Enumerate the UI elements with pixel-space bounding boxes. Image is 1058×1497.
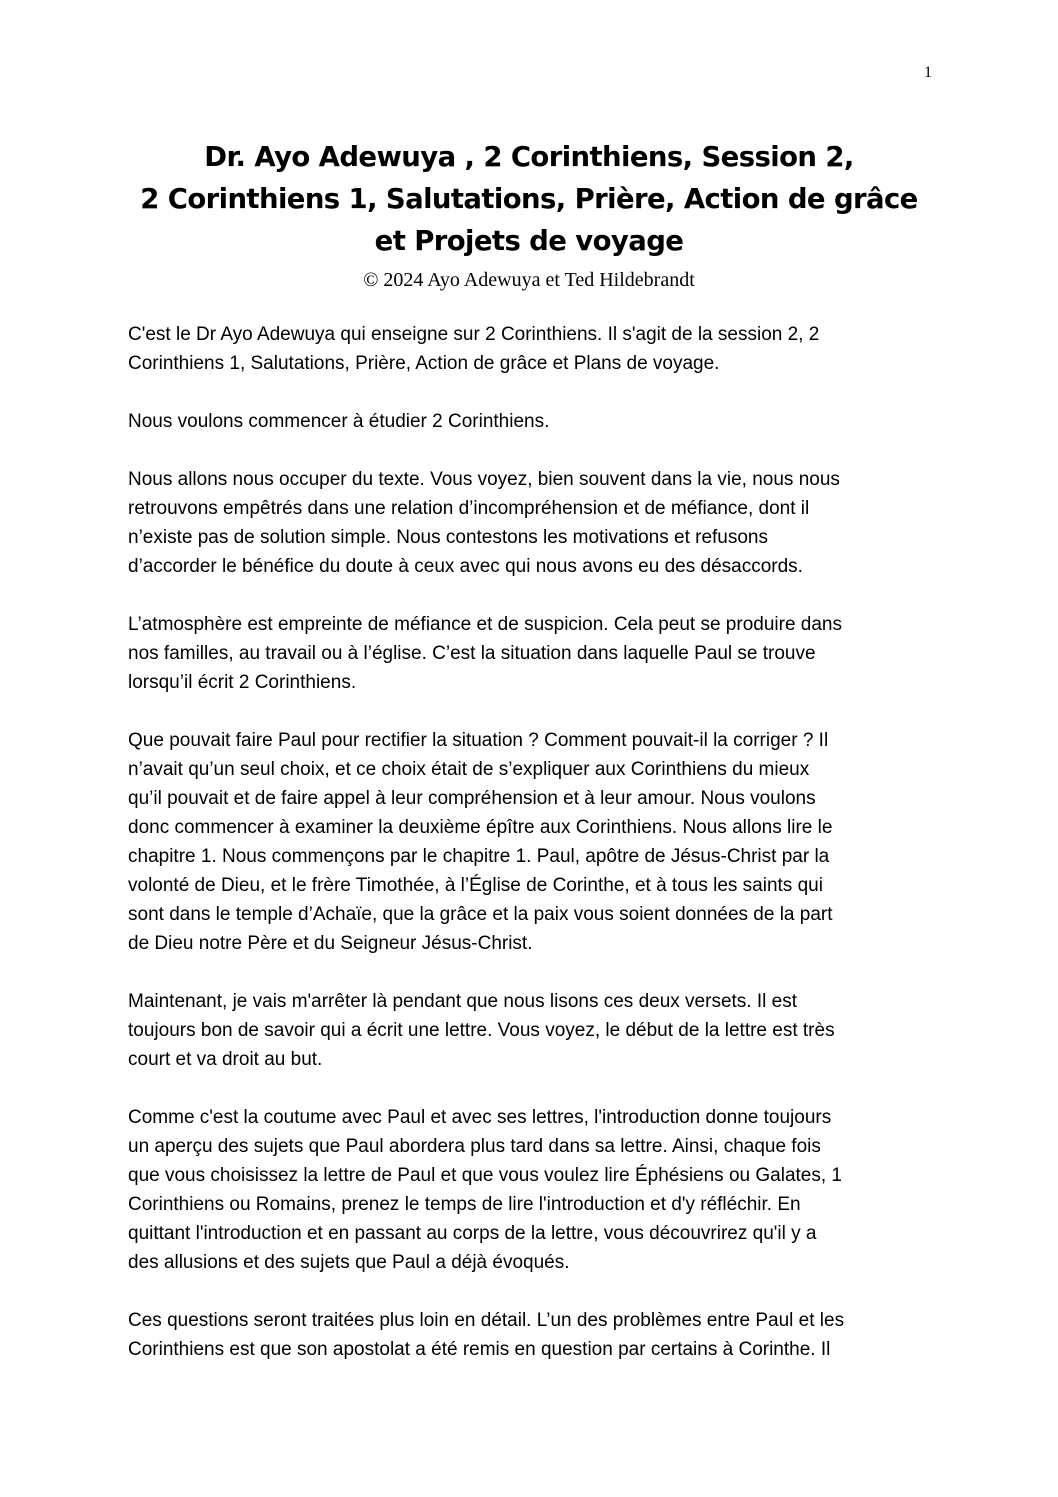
title-line: Dr. Ayo Adewuya , 2 Corinthiens, Session 2, <box>204 141 854 173</box>
text-line: un aperçu des sujets que Paul abordera plus tard dans sa lettre. Ainsi, chaque fois <box>128 1136 821 1157</box>
text-line: qu’il pouvait et de faire appel à leur compréhension et à leur amour. Nous voulons <box>128 788 816 809</box>
paragraph <box>128 407 928 436</box>
text-line: des allusions et des sujets que Paul a déjà évoqués. <box>128 1252 570 1273</box>
text-line: n’existe pas de solution simple. Nous contestons les motivations et refusons <box>128 527 768 548</box>
text-line: Ces questions seront traitées plus loin en détail. L’un des problèmes entre Paul et les <box>128 1310 845 1331</box>
title-line: 2 Corinthiens 1, Salutations, Prière, Action de grâce <box>140 183 918 215</box>
text-line: Nous voulons commencer à étudier 2 Corinthiens. <box>128 411 550 432</box>
paragraph <box>128 1306 928 1364</box>
text-line: toujours bon de savoir qui a écrit une lettre. Vous voyez, le début de la lettre est très <box>128 1020 835 1041</box>
text-line: Maintenant, je vais m'arrêter là pendant que nous lisons ces deux versets. Il est <box>128 991 797 1012</box>
text-line: sont dans le temple d’Achaïe, que la grâce et la paix vous soient données de la part <box>128 904 833 925</box>
text-line: nos familles, au travail ou à l’église. C’est la situation dans laquelle Paul se trouve <box>128 643 816 664</box>
document-title <box>100 136 958 262</box>
text-line: retrouvons empêtrés dans une relation d’incompréhension et de méfiance, dont il <box>128 498 810 519</box>
text-line: n’avait qu’un seul choix, et ce choix était de s’expliquer aux Corinthiens du mieux <box>128 759 810 780</box>
text-line: Corinthiens 1, Salutations, Prière, Action de grâce et Plans de voyage. <box>128 353 720 374</box>
paragraph <box>128 465 928 581</box>
page-number: 1 <box>924 64 932 81</box>
title-line: et Projets de voyage <box>374 225 684 257</box>
copyright-notice: © 2024 Ayo Adewuya et Ted Hildebrandt <box>363 269 695 291</box>
text-line: Corinthiens ou Romains, prenez le temps de lire l'introduction et d'y réfléchir. En <box>128 1194 801 1215</box>
text-line: donc commencer à examiner la deuxième épître aux Corinthiens. Nous allons lire le <box>128 817 833 838</box>
text-line: quittant l'introduction et en passant au corps de la lettre, vous découvrirez qu'il y a <box>128 1223 817 1244</box>
text-line: C'est le Dr Ayo Adewuya qui enseigne sur 2 Corinthiens. Il s'agit de la session 2, 2 <box>128 324 820 345</box>
paragraph <box>128 1103 928 1277</box>
text-line: de Dieu notre Père et du Seigneur Jésus-Christ. <box>128 933 533 954</box>
body-text <box>128 320 928 1393</box>
text-line: lorsqu’il écrit 2 Corinthiens. <box>128 672 357 693</box>
paragraph <box>128 610 928 697</box>
text-line: chapitre 1. Nous commençons par le chapitre 1. Paul, apôtre de Jésus-Christ par la <box>128 846 830 867</box>
text-line: L’atmosphère est empreinte de méfiance et de suspicion. Cela peut se produire dans <box>128 614 842 635</box>
text-line: Nous allons nous occuper du texte. Vous voyez, bien souvent dans la vie, nous nous <box>128 469 840 490</box>
paragraph <box>128 320 928 378</box>
text-line: Comme c'est la coutume avec Paul et avec ses lettres, l'introduction donne toujours <box>128 1107 832 1128</box>
text-line: Corinthiens est que son apostolat a été remis en question par certains à Corinthe. Il <box>128 1339 831 1360</box>
paragraph <box>128 987 928 1074</box>
text-line: Que pouvait faire Paul pour rectifier la situation ? Comment pouvait-il la corriger ? Il <box>128 730 829 751</box>
paragraph <box>128 726 928 958</box>
text-line: d’accorder le bénéfice du doute à ceux avec qui nous avons eu des désaccords. <box>128 556 803 577</box>
text-line: volonté de Dieu, et le frère Timothée, à l’Église de Corinthe, et à tous les saints qui <box>128 875 823 896</box>
text-line: que vous choisissez la lettre de Paul et que vous voulez lire Éphésiens ou Galates, 1 <box>128 1165 842 1186</box>
text-line: court et va droit au but. <box>128 1049 323 1070</box>
